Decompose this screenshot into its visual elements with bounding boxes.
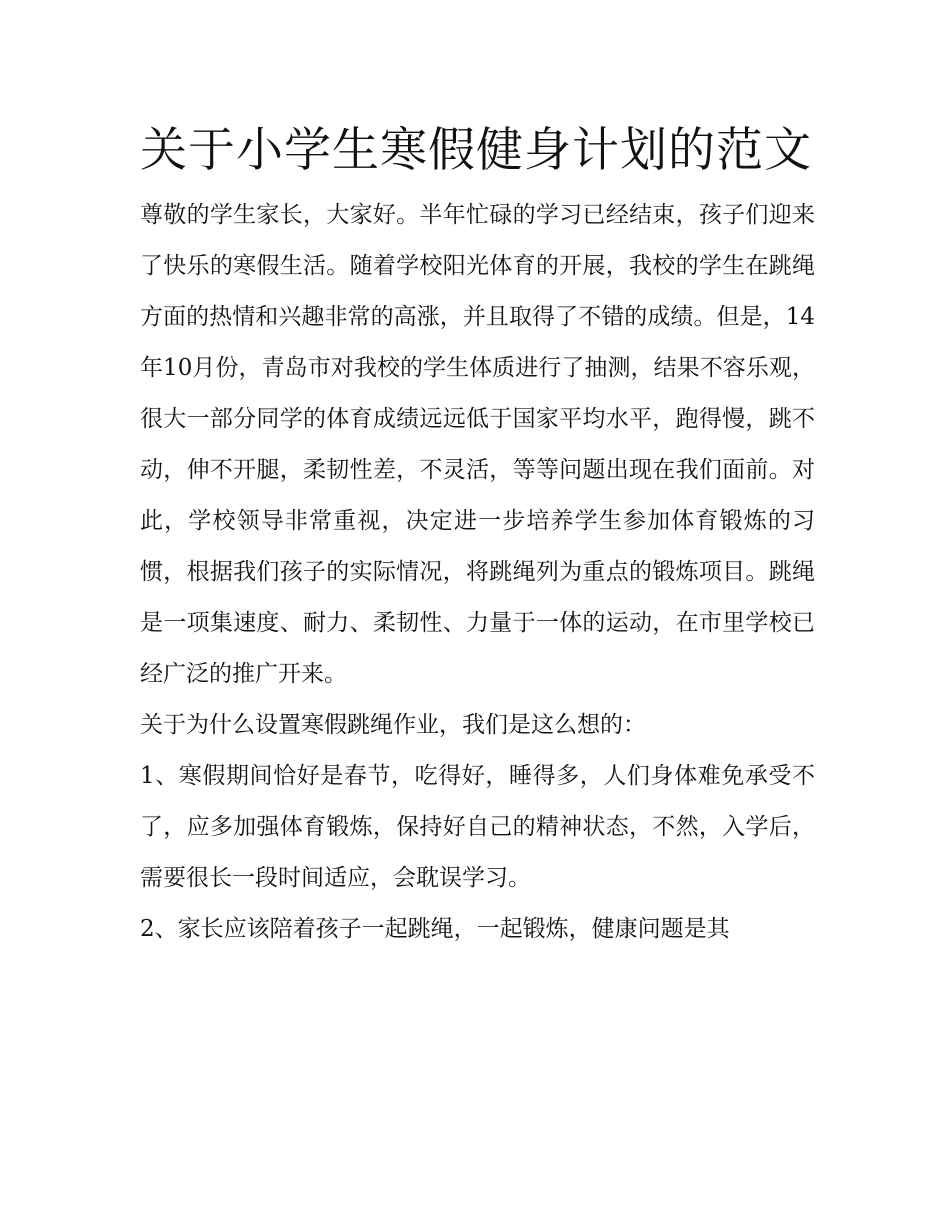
document-page	[140, 112, 815, 955]
reason-one-paragraph: 1、寒假期间恰好是春节，吃得好，睡得多，人们身体难免承受不了，应多加强体育锻炼，保持好自己的精神状态，不然，入学后，需要很长一段时间适应，会耽误学习。	[140, 763, 815, 891]
reason-two-paragraph: 2、家长应该陪着孩子一起跳绳，一起锻炼，健康问题是其	[140, 916, 730, 942]
intro-paragraph: 尊敬的学生家长，大家好。半年忙碌的学习已经结束，孩子们迎来了快乐的寒假生活。随着学校阳光体育的开展，我校的学生在跳绳方面的热情和兴趣非常的高涨，并且取得了不错的成绩。但是，14年10月份，青岛市对我校的学生体质进行了抽测，结果不容乐观，很大一部分同学的体育成绩远远低于国家平均水平，跑得慢，跳不动，伸不开腿，柔韧性差，不灵活，等等问题出现在我们面前。对此，学校领导非常重视，决定进一步培养学生参加体育锻炼的习惯，根据我们孩子的实际情况，将跳绳列为重点的锻炼项目。跳绳是一项集速度、耐力、柔韧性、力量于一体的运动，在市里学校已经广泛的推广开来。	[140, 202, 815, 687]
question-paragraph: 关于为什么设置寒假跳绳作业，我们是这么想的：	[140, 712, 646, 738]
document-title: 关于小学生寒假健身计划的范文	[140, 123, 812, 178]
